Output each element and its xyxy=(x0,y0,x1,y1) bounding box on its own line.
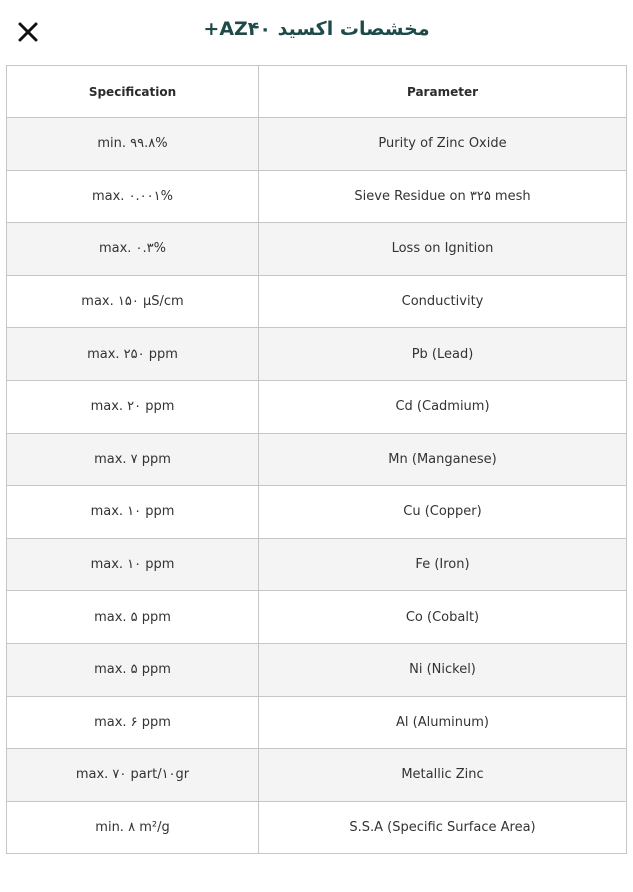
close-icon xyxy=(14,18,42,46)
cell-specification: max. ۱۵۰ µS/cm xyxy=(7,275,259,328)
cell-specification: max. ۲۰ ppm xyxy=(7,380,259,433)
cell-specification: min. ۸ m²/g xyxy=(7,801,259,854)
header-parameter: Parameter xyxy=(259,66,627,118)
cell-specification: min. ۹۹.۸% xyxy=(7,118,259,171)
cell-parameter: Pb (Lead) xyxy=(259,328,627,381)
cell-parameter: Mn (Manganese) xyxy=(259,433,627,486)
table-row xyxy=(7,749,627,802)
cell-parameter: Al (Aluminum) xyxy=(259,696,627,749)
cell-parameter: Loss on Ignition xyxy=(259,223,627,276)
table-row xyxy=(7,486,627,539)
table-row xyxy=(7,275,627,328)
table-row xyxy=(7,328,627,381)
cell-parameter: S.S.A (Specific Surface Area) xyxy=(259,801,627,854)
table-row xyxy=(7,380,627,433)
close-button[interactable] xyxy=(14,18,42,46)
cell-parameter: Fe (Iron) xyxy=(259,538,627,591)
cell-specification: max. ۱۰ ppm xyxy=(7,486,259,539)
cell-specification: max. ۶ ppm xyxy=(7,696,259,749)
cell-parameter: Conductivity xyxy=(259,275,627,328)
table-row xyxy=(7,801,627,854)
table-row xyxy=(7,223,627,276)
cell-specification: max. ۰.۰۰۱% xyxy=(7,170,259,223)
cell-parameter: Cu (Copper) xyxy=(259,486,627,539)
table-row xyxy=(7,118,627,171)
table-row xyxy=(7,591,627,644)
cell-parameter: Ni (Nickel) xyxy=(259,643,627,696)
cell-parameter: Cd (Cadmium) xyxy=(259,380,627,433)
cell-specification: max. ۲۵۰ ppm xyxy=(7,328,259,381)
table-body xyxy=(7,118,627,854)
table-row xyxy=(7,538,627,591)
cell-specification: max. ۵ ppm xyxy=(7,643,259,696)
modal-title: مخشصات اکسید AZ۴۰+ xyxy=(203,18,430,40)
cell-parameter: Purity of Zinc Oxide xyxy=(259,118,627,171)
cell-specification: max. ۷۰ part/۱۰gr xyxy=(7,749,259,802)
header-specification: Specification xyxy=(7,66,259,118)
cell-specification: max. ۰.۳% xyxy=(7,223,259,276)
table-header-row xyxy=(7,66,627,118)
cell-specification: max. ۵ ppm xyxy=(7,591,259,644)
cell-parameter: Metallic Zinc xyxy=(259,749,627,802)
table-row xyxy=(7,433,627,486)
cell-parameter: Sieve Residue on ۳۲۵ mesh xyxy=(259,170,627,223)
cell-specification: max. ۷ ppm xyxy=(7,433,259,486)
cell-parameter: Co (Cobalt) xyxy=(259,591,627,644)
table-row xyxy=(7,696,627,749)
spec-table xyxy=(6,65,627,854)
table-row xyxy=(7,643,627,696)
table-row xyxy=(7,170,627,223)
cell-specification: max. ۱۰ ppm xyxy=(7,538,259,591)
